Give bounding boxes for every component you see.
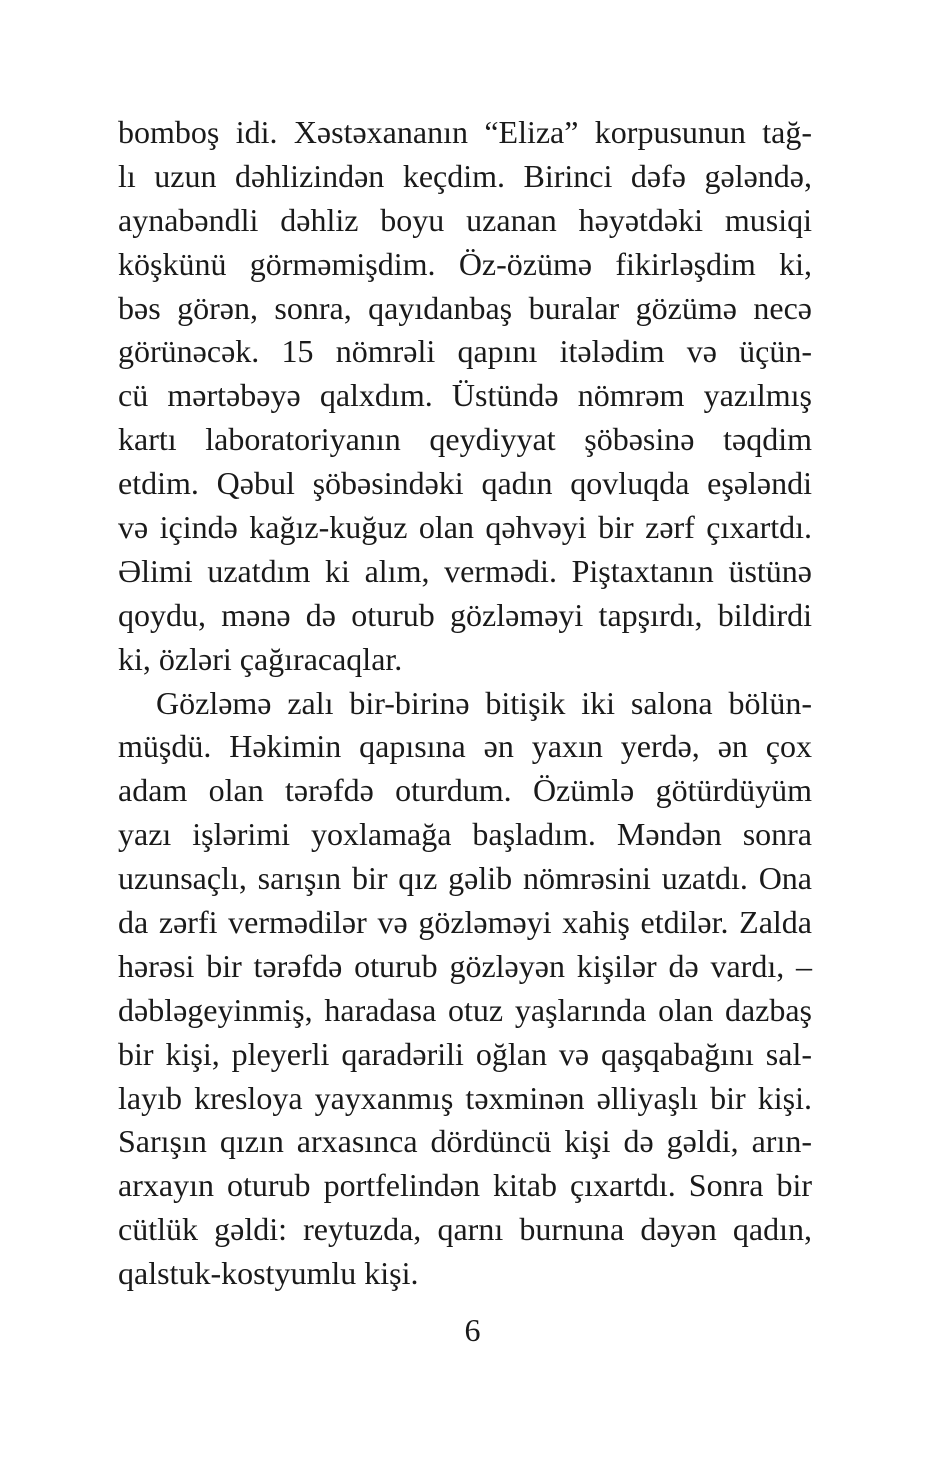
text-line: Gözləmə zalı bir-birinə bitişik iki salona bölün- — [156, 684, 812, 721]
paragraph-2 — [118, 682, 812, 1296]
body-text — [118, 111, 812, 1296]
text-line: yazı işlərimi yoxlamağa başladım. Məndən sonra — [118, 816, 812, 853]
paragraph-1 — [118, 111, 812, 682]
text-line: qalstuk-kostyumlu kişi. — [118, 1255, 419, 1292]
text-line: aynabəndli dəhliz boyu uzanan həyətdəki musiqi — [118, 201, 812, 238]
text-line: layıb kresloya yayxanmış təxminən əlliyaşlı bir kişi. — [118, 1079, 812, 1116]
text-line: kartı laboratoriyanın qeydiyyat şöbəsinə təqdim — [118, 421, 812, 458]
text-line: Sarışın qızın arxasınca dördüncü kişi də gəldi, arın- — [118, 1123, 812, 1160]
text-line: uzunsaçlı, sarışın bir qız gəlib nömrəsini uzatdı. Ona — [118, 860, 812, 897]
text-line: köşkünü görməmişdim. Öz-özümə fikirləşdim ki, — [118, 245, 812, 282]
text-line: müşdü. Həkimin qapısına ən yaxın yerdə, ən çox — [118, 728, 812, 765]
text-line: bəs görən, sonra, qayıdanbaş buralar gözümə necə — [118, 289, 812, 326]
text-line: dəbləgeyinmiş, haradasa otuz yaşlarında olan dazbaş — [118, 991, 812, 1028]
text-line: bir kişi, pleyerli qaradərili oğlan və qaşqabağını sal- — [118, 1035, 812, 1072]
text-line: bomboş idi. Xəstəxananın “Eliza” korpusunun tağ- — [118, 114, 812, 150]
text-line: ki, özləri çağıracaqlar. — [118, 640, 403, 677]
text-line: Əlimi uzatdım ki alım, vermədi. Piştaxtanın üstünə — [118, 552, 812, 589]
text-line: qoydu, mənə də oturub gözləməyi tapşırdı, bildirdi — [118, 596, 812, 633]
text-line: lı uzun dəhlizindən keçdim. Birinci dəfə gələndə, — [118, 157, 812, 194]
text-line: arxayın oturub portfelindən kitab çıxartdı. Sonra bir — [118, 1167, 812, 1204]
text-line: və içində kağız-kuğuz olan qəhvəyi bir zərf çıxartdı. — [118, 509, 812, 546]
text-line: görünəcək. 15 nömrəli qapını itələdim və üçün- — [118, 333, 812, 370]
text-line: cütlük gəldi: reytuzda, qarnı burnuna dəyən qadın, — [118, 1211, 812, 1248]
text-line: adam olan tərəfdə oturdum. Özümlə götürdüyüm — [118, 772, 812, 809]
text-line: cü mərtəbəyə qalxdım. Üstündə nömrəm yazılmış — [118, 377, 812, 414]
page-number: 6 — [464, 1312, 481, 1348]
text-line: da zərfi vermədilər və gözləməyi xahiş etdilər. Zalda — [118, 904, 812, 941]
text-line: hərəsi bir tərəfdə oturub gözləyən kişilər də vardı, – — [118, 947, 812, 984]
text-line: etdim. Qəbul şöbəsindəki qadın qovluqda eşələndi — [118, 465, 812, 502]
